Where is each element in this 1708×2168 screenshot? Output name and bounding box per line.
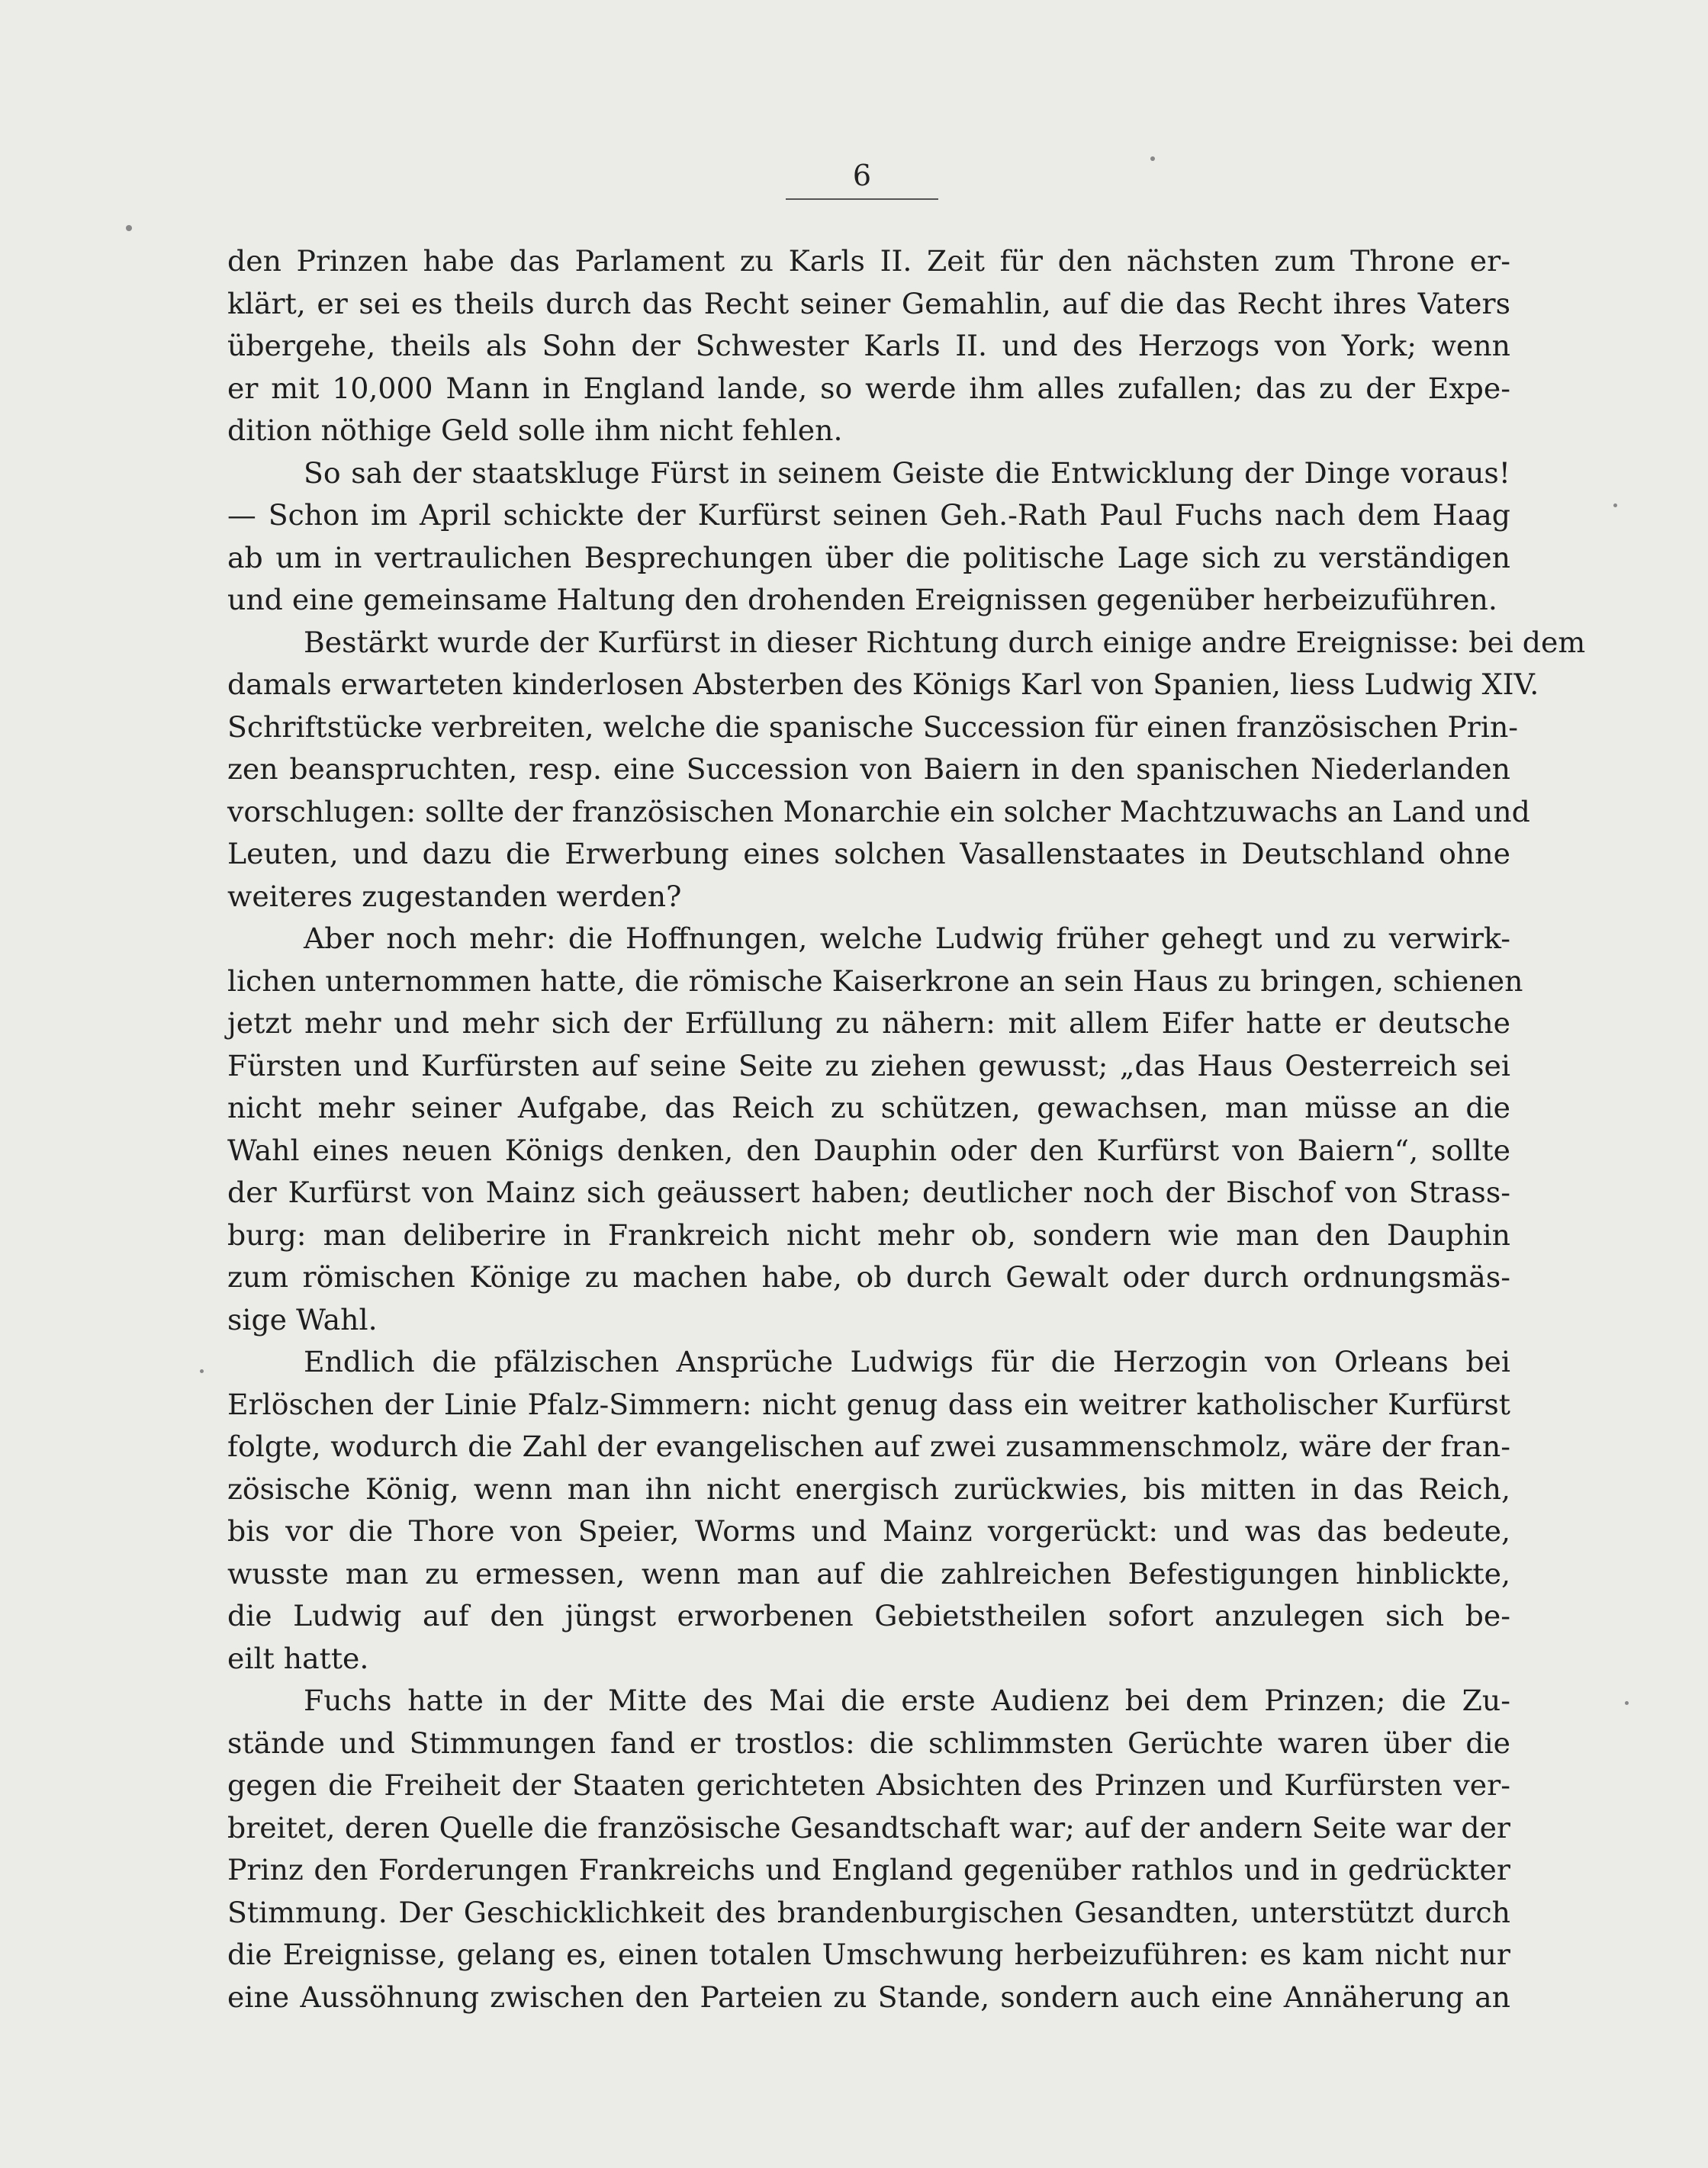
paragraph-1	[227, 240, 1510, 452]
text-line: er mit 10,000 Mann in England lande, so werde ihm alles zufallen; das zu der Expe-	[227, 371, 1510, 405]
text-line: Leuten, und dazu die Erwerbung eines solchen Vasallenstaates in Deutschland ohne	[227, 837, 1510, 870]
paragraph-6	[227, 1680, 1510, 2018]
text-line: die Ludwig auf den jüngst erworbenen Gebietstheilen sofort anzulegen sich be-	[227, 1599, 1510, 1632]
text-line: Endlich die pfälzischen Ansprüche Ludwigs für die Herzogin von Orleans bei	[304, 1345, 1510, 1378]
text-line: jetzt mehr und mehr sich der Erfüllung zu nähern: mit allem Eifer hatte er deutsche	[227, 1006, 1510, 1040]
scan-speck	[1150, 156, 1155, 161]
text-line: zen beanspruchten, resp. eine Succession von Baiern in den spanischen Niederlanden	[227, 752, 1510, 786]
text-line: vorschlugen: sollte der französischen Monarchie ein solcher Machtzuwachs an Land und	[227, 794, 1530, 828]
text-line: die Ereignisse, gelang es, einen totalen Umschwung herbeizuführen: es kam nicht nur	[227, 1938, 1510, 1971]
text-line: stände und Stimmungen fand er trostlos: die schlimmsten Gerüchte waren über die	[227, 1726, 1510, 1760]
text-line: lichen unternommen hatte, die römische Kaiserkrone an sein Haus zu bringen, schienen	[227, 963, 1523, 998]
text-line: Fürsten und Kurfürsten auf seine Seite zu ziehen gewusst; „das Haus Oesterreich sei	[227, 1048, 1510, 1082]
text-line: wusste man zu ermessen, wenn man auf die zahlreichen Befestigungen hinblickte,	[227, 1556, 1510, 1591]
text-line: Fuchs hatte in der Mitte des Mai die erste Audienz bei dem Prinzen; die Zu-	[304, 1684, 1510, 1717]
text-line: gegen die Freiheit der Staaten gerichteten Absichten des Prinzen und Kurfürsten ver-	[227, 1768, 1510, 1802]
text-line: Stimmung. Der Geschicklichkeit des brandenburgischen Gesandten, unterstützt durch	[227, 1895, 1510, 1929]
text-line: sige Wahl.	[227, 1302, 378, 1337]
text-line: klärt, er sei es theils durch das Recht seiner Gemahlin, auf die das Recht ihres Vaters	[227, 286, 1510, 320]
text-line: weiteres zugestanden werden?	[227, 879, 682, 913]
text-line: — Schon im April schickte der Kurfürst seinen Geh.-Rath Paul Fuchs nach dem Haag	[227, 498, 1510, 532]
text-line: burg: man deliberire in Frankreich nicht mehr ob, sondern wie man den Dauphin	[227, 1217, 1510, 1252]
text-line: Bestärkt wurde der Kurfürst in dieser Richtung durch einige andre Ereignisse: bei dem	[304, 625, 1586, 659]
text-line: ab um in vertraulichen Besprechungen über die politische Lage sich zu verständigen	[227, 540, 1510, 574]
text-line: damals erwarteten kinderlosen Absterben des Königs Karl von Spanien, liess Ludwig XIV.	[227, 667, 1539, 701]
scan-speck	[1625, 1701, 1629, 1705]
text-line: übergehe, theils als Sohn der Schwester Karls II. und des Herzogs von York; wenn	[227, 329, 1510, 362]
page-number: 6	[852, 159, 872, 192]
text-line: breitet, deren Quelle die französische Gesandtschaft war; auf der andern Seite war der	[227, 1810, 1510, 1845]
scan-speck	[1613, 503, 1617, 507]
paragraph-5	[227, 1341, 1510, 1680]
text-line: Aber noch mehr: die Hoffnungen, welche Ludwig früher gehegt und zu verwirk-	[304, 922, 1510, 955]
scan-speck	[200, 1369, 204, 1373]
text-line: Prinz den Forderungen Frankreichs und England gegenüber rathlos und in gedrückter	[227, 1853, 1510, 1887]
scan-speck	[126, 225, 132, 231]
page-number-rule	[786, 198, 938, 200]
text-line: zum römischen Könige zu machen habe, ob durch Gewalt oder durch ordnungsmäs-	[227, 1260, 1510, 1294]
body-text	[227, 240, 1586, 2018]
text-line: nicht mehr seiner Aufgabe, das Reich zu schützen, gewachsen, man müsse an die	[227, 1091, 1510, 1124]
text-line: Wahl eines neuen Königs denken, den Dauphin oder den Kurfürst von Baiern“, sollte	[227, 1133, 1510, 1167]
text-line: bis vor die Thore von Speier, Worms und Mainz vorgerückt: und was das bedeute,	[227, 1514, 1510, 1548]
text-line: Schriftstücke verbreiten, welche die spanische Succession für einen französischen Prin-	[227, 709, 1519, 744]
text-line: folgte, wodurch die Zahl der evangelischen auf zwei zusammenschmolz, wäre der fran-	[227, 1430, 1510, 1463]
text-line: eine Aussöhnung zwischen den Parteien zu Stande, sondern auch eine Annäherung an	[227, 1980, 1510, 2014]
text-line: eilt hatte.	[227, 1641, 369, 1675]
paragraph-2	[227, 452, 1510, 622]
text-line: zösische König, wenn man ihn nicht energisch zurückwies, bis mitten in das Reich,	[227, 1472, 1510, 1506]
text-line: und eine gemeinsame Haltung den drohenden Ereignissen gegenüber herbeizuführen.	[227, 583, 1497, 616]
text-line: So sah der staatskluge Fürst in seinem Geiste die Entwicklung der Dinge voraus!	[304, 455, 1510, 490]
paragraph-3	[227, 622, 1586, 918]
text-line: dition nöthige Geld solle ihm nicht fehlen.	[227, 413, 843, 447]
text-line: den Prinzen habe das Parlament zu Karls II. Zeit für den nächsten zum Throne er-	[227, 244, 1510, 278]
paragraph-4	[227, 918, 1523, 1341]
text-line: Erlöschen der Linie Pfalz-Simmern: nicht genug dass ein weitrer katholischer Kurfürst	[227, 1387, 1510, 1421]
text-line: der Kurfürst von Mainz sich geäussert haben; deutlicher noch der Bischof von Strass-	[227, 1176, 1510, 1209]
